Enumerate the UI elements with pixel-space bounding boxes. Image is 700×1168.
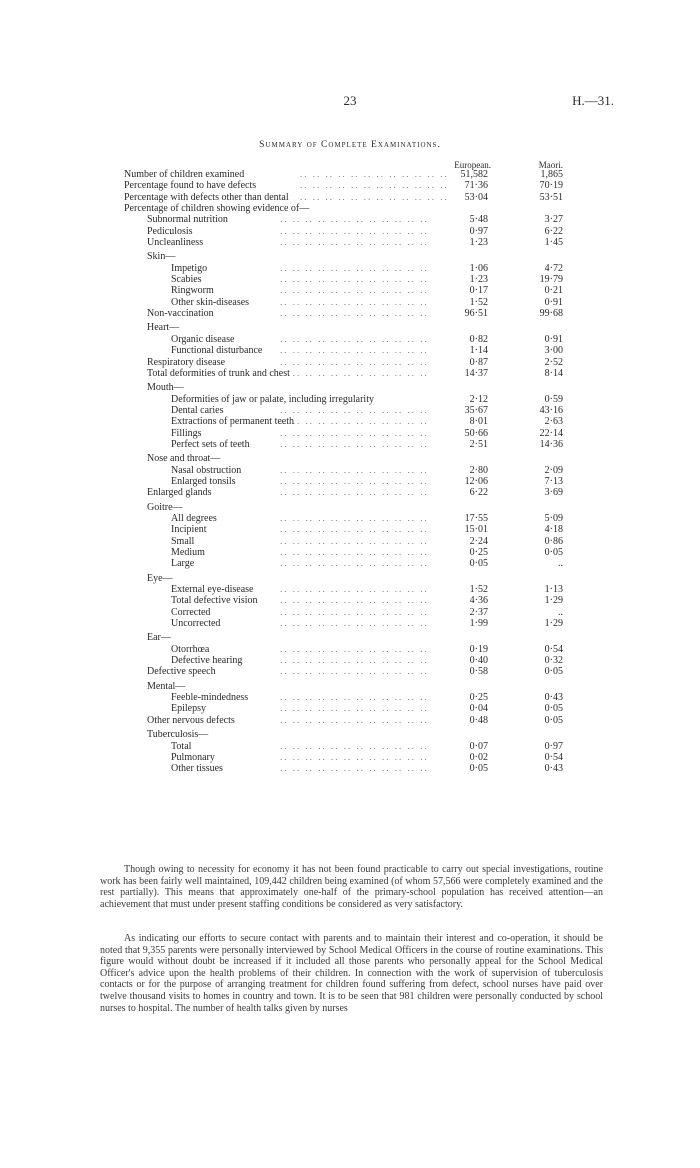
leader-dots: .. .. .. .. .. .. .. .. .. .. .. .. — [280, 356, 429, 367]
table-row — [0, 192, 700, 203]
maori-value: 1·29 — [544, 618, 563, 630]
row-label: Impetigo — [171, 262, 208, 274]
european-value: 0·07 — [469, 740, 488, 752]
row-label: External eye-disease — [171, 584, 254, 596]
leader-dots: .. .. .. .. .. .. .. .. .. .. .. .. — [280, 345, 429, 356]
row-label: Mental— — [147, 680, 186, 692]
table-row — [0, 476, 700, 487]
row-label: Organic disease — [171, 333, 235, 345]
table-row — [0, 618, 700, 629]
maori-value: 99·68 — [539, 308, 563, 320]
row-label: Nasal obstruction — [171, 464, 242, 476]
table-row — [0, 573, 700, 584]
table-row — [0, 681, 700, 692]
maori-value: 3·27 — [544, 214, 563, 226]
leader-dots: .. .. .. .. .. .. .. .. .. .. .. .. — [280, 512, 429, 523]
leader-dots: .. .. .. .. .. .. .. .. .. .. .. .. — [280, 308, 429, 319]
european-value: 50·66 — [464, 427, 488, 439]
table-row — [0, 357, 700, 368]
row-label: Uncleanliness — [147, 237, 204, 249]
leader-dots: .. .. .. .. .. .. .. .. .. .. .. .. — [300, 180, 449, 191]
table-row — [0, 214, 700, 225]
leader-dots: .. .. .. .. .. .. .. .. .. .. .. .. — [280, 595, 429, 606]
european-value: 0·17 — [469, 285, 488, 297]
maori-value: 0·43 — [544, 763, 563, 775]
leader-dots: .. .. .. .. .. .. .. .. .. .. .. .. — [280, 333, 429, 344]
table-row — [0, 558, 700, 569]
table-row — [0, 226, 700, 237]
european-value: 6·22 — [469, 487, 488, 499]
maori-value: 0·97 — [544, 740, 563, 752]
table-row — [0, 584, 700, 595]
leader-dots: .. .. .. .. .. .. .. .. .. .. .. .. — [280, 262, 429, 273]
table-row — [0, 607, 700, 618]
table-row — [0, 524, 700, 535]
table-row — [0, 715, 700, 726]
row-label: Pulmonary — [171, 751, 215, 763]
row-label: Subnormal nutrition — [147, 214, 228, 226]
table-row — [0, 285, 700, 296]
european-value: 12·06 — [464, 475, 488, 487]
european-value: 1·52 — [469, 296, 488, 308]
table-title: Summary of Complete Examinations. — [259, 140, 441, 150]
european-value: 0·82 — [469, 333, 488, 345]
row-label: Large — [171, 558, 195, 570]
row-label: Perfect sets of teeth — [171, 438, 250, 450]
leader-dots: .. .. .. .. .. .. .. .. .. .. .. .. — [280, 475, 429, 486]
leader-dots: .. .. .. .. .. .. .. .. .. .. .. .. — [280, 214, 429, 225]
maori-value: .. — [558, 558, 563, 570]
row-label: Percentage found to have defects — [124, 180, 257, 192]
row-label: Nose and throat— — [147, 453, 221, 465]
european-value: 2·24 — [469, 535, 488, 547]
maori-value: 70·19 — [539, 180, 563, 192]
table-row — [0, 632, 700, 643]
european-value: 1·99 — [469, 618, 488, 630]
european-value: 1·14 — [469, 345, 488, 357]
table-row — [0, 487, 700, 498]
row-label: Total — [171, 740, 192, 752]
row-label: Enlarged tonsils — [171, 475, 236, 487]
table-row — [0, 368, 700, 379]
maori-value: 0·54 — [544, 751, 563, 763]
body-paragraph: As indicating our efforts to secure contact with parents and to maintain their interest and co-operation, it should be noted that 9,355 parents were personally interviewed by School Medical Officers in the course of routine examinations. This figure would without doubt be increased if it included all those parents who personally appeal for the School Medical Officer's advice upon the health problems of their children. In connection with the work of supervision of tuberculosis contacts or for the purpose of arranging treatment for children found suffering from defect, school nurses have paid over twelve thousand visits to homes in country and town. It is to be seen that 981 children were personally conducted by school nurses to hospital. The number of health talks given by nurses — [100, 933, 603, 1014]
table-row — [0, 345, 700, 356]
table-row — [0, 382, 700, 393]
maori-value: 19·79 — [539, 274, 563, 286]
table-row — [0, 251, 700, 262]
table-row — [0, 666, 700, 677]
leader-dots: .. .. .. .. .. .. .. .. .. .. .. .. — [280, 225, 429, 236]
row-label: Ear— — [147, 632, 171, 644]
table-row — [0, 405, 700, 416]
row-label: Small — [171, 535, 195, 547]
maori-value: 7·13 — [544, 475, 563, 487]
maori-value: 0·91 — [544, 333, 563, 345]
row-label: Pediculosis — [147, 225, 193, 237]
maori-value: 4·72 — [544, 262, 563, 274]
maori-value: 2·09 — [544, 464, 563, 476]
leader-dots: .. .. .. .. .. .. .. .. .. .. .. .. — [280, 692, 429, 703]
european-value: 14·37 — [464, 367, 488, 379]
row-label: Otorrhœa — [171, 643, 210, 655]
row-label: Incipient — [171, 524, 207, 536]
maori-value: 43·16 — [539, 404, 563, 416]
leader-dots: .. .. .. .. .. .. .. .. .. .. .. .. — [280, 714, 429, 725]
leader-dots: .. .. .. .. .. .. .. .. .. .. .. .. — [280, 666, 429, 677]
table-row — [0, 297, 700, 308]
table-row — [0, 274, 700, 285]
row-label: Fillings — [171, 427, 202, 439]
leader-dots: .. .. .. .. .. .. .. .. .. .. .. .. — [280, 416, 429, 427]
maori-value: 1·29 — [544, 595, 563, 607]
table-row — [0, 237, 700, 248]
maori-value: 0·05 — [544, 703, 563, 715]
table-row — [0, 729, 700, 740]
european-value: 8·01 — [469, 416, 488, 428]
row-label: Eye— — [147, 572, 173, 584]
european-value: 1·52 — [469, 584, 488, 596]
row-label: Uncorrected — [171, 618, 221, 630]
table-row — [0, 536, 700, 547]
leader-dots: .. .. .. .. .. .. .. .. .. .. .. .. — [280, 367, 429, 378]
row-label: Goitre— — [147, 501, 183, 513]
european-value: 2·37 — [469, 606, 488, 618]
maori-value: 4·18 — [544, 524, 563, 536]
european-value: 2·80 — [469, 464, 488, 476]
european-value: 17·55 — [464, 512, 488, 524]
table-row — [0, 547, 700, 558]
maori-value: 1·45 — [544, 237, 563, 249]
row-label: Respiratory disease — [147, 356, 226, 368]
table-row — [0, 692, 700, 703]
maori-value: 1·13 — [544, 584, 563, 596]
row-label: Defective hearing — [171, 655, 243, 667]
leader-dots: .. .. .. .. .. .. .. .. .. .. .. .. — [280, 740, 429, 751]
maori-value: 0·21 — [544, 285, 563, 297]
row-label: Other tissues — [171, 763, 223, 775]
maori-value: 3·00 — [544, 345, 563, 357]
leader-dots: .. .. .. .. .. .. .. .. .. .. .. .. — [280, 524, 429, 535]
european-value: 0·40 — [469, 655, 488, 667]
european-value: 0·48 — [469, 714, 488, 726]
european-value: 0·05 — [469, 558, 488, 570]
leader-dots: .. .. .. .. .. .. .. .. .. .. .. .. — [280, 643, 429, 654]
maori-value: 2·63 — [544, 416, 563, 428]
maori-value: .. — [558, 606, 563, 618]
table-row — [0, 203, 700, 214]
european-value: 0·87 — [469, 356, 488, 368]
row-label: Total defective vision — [171, 595, 258, 607]
european-value: 15·01 — [464, 524, 488, 536]
table-row — [0, 513, 700, 524]
table-row — [0, 416, 700, 427]
row-label: Defective speech — [147, 666, 216, 678]
european-value: 1·06 — [469, 262, 488, 274]
european-value: 0·25 — [469, 692, 488, 704]
table-row — [0, 180, 700, 191]
maori-value: 0·32 — [544, 655, 563, 667]
row-label: Tuberculosis— — [147, 729, 209, 741]
leader-dots: .. .. .. .. .. .. .. .. .. .. .. .. — [280, 751, 429, 762]
row-label: Ringworm — [171, 285, 214, 297]
row-label: Scabies — [171, 274, 202, 286]
maori-value: 22·14 — [539, 427, 563, 439]
page-number: 23 — [343, 93, 357, 108]
leader-dots: .. .. .. .. .. .. .. .. .. .. .. .. — [280, 237, 429, 248]
table-row — [0, 394, 700, 405]
maori-value: 0·05 — [544, 666, 563, 678]
maori-value: 0·43 — [544, 692, 563, 704]
maori-value: 0·91 — [544, 296, 563, 308]
leader-dots: .. .. .. .. .. .. .. .. .. .. .. .. — [280, 487, 429, 498]
row-label: Extractions of permanent teeth — [171, 416, 295, 428]
leader-dots: .. .. .. .. .. .. .. .. .. .. .. .. — [300, 169, 449, 179]
leader-dots: .. .. .. .. .. .. .. .. .. .. .. .. — [280, 763, 429, 774]
leader-dots: .. .. .. .. .. .. .. .. .. .. .. .. — [280, 438, 429, 449]
european-value: 96·51 — [464, 308, 488, 320]
leader-dots: .. .. .. .. .. .. .. .. .. .. .. .. — [280, 606, 429, 617]
table-row — [0, 703, 700, 714]
leader-dots: .. .. .. .. .. .. .. .. .. .. .. .. — [280, 464, 429, 475]
leader-dots: .. .. .. .. .. .. .. .. .. .. .. .. — [280, 285, 429, 296]
table-row — [0, 763, 700, 774]
european-value: 2·51 — [469, 438, 488, 450]
row-label: Other nervous defects — [147, 714, 235, 726]
european-value: 1·23 — [469, 237, 488, 249]
maori-value: 0·59 — [544, 393, 563, 405]
row-label: Percentage of children showing evidence of— — [124, 203, 310, 215]
leader-dots: .. .. .. .. .. .. .. .. .. .. .. .. — [280, 655, 429, 666]
maori-value: 8·14 — [544, 367, 563, 379]
table-row — [0, 595, 700, 606]
column-header-european: European. — [454, 160, 491, 170]
leader-dots: .. .. .. .. .. .. .. .. .. .. .. .. — [280, 547, 429, 557]
maori-value: 0·86 — [544, 535, 563, 547]
maori-value: 0·05 — [544, 714, 563, 726]
leader-dots: .. .. .. .. .. .. .. .. .. .. .. .. — [280, 404, 429, 415]
table-row — [0, 169, 700, 180]
table-row — [0, 334, 700, 345]
leader-dots: .. .. .. .. .. .. .. .. .. .. .. .. — [280, 703, 429, 714]
table-row — [0, 439, 700, 450]
row-label: All degrees — [171, 512, 217, 524]
row-label: Non-vaccination — [147, 308, 214, 320]
european-value: 0·04 — [469, 703, 488, 715]
table-row — [0, 428, 700, 439]
maori-value: 0·54 — [544, 643, 563, 655]
table-row — [0, 502, 700, 513]
table-row — [0, 322, 700, 333]
leader-dots: .. .. .. .. .. .. .. .. .. .. .. .. — [280, 296, 429, 307]
european-value: 2·12 — [469, 393, 488, 405]
maori-value: 14·36 — [539, 438, 563, 450]
european-value: 35·67 — [464, 404, 488, 416]
european-value: 0·02 — [469, 751, 488, 763]
maori-value: 0·05 — [544, 547, 563, 558]
row-label: Mouth— — [147, 382, 184, 394]
leader-dots: .. .. .. .. .. .. .. .. .. .. .. .. — [280, 535, 429, 546]
european-value: 5·48 — [469, 214, 488, 226]
european-value: 0·19 — [469, 643, 488, 655]
european-value: 0·58 — [469, 666, 488, 678]
row-label: Other skin-diseases — [171, 296, 250, 308]
european-value: 71·36 — [464, 180, 488, 192]
european-value: 1·23 — [469, 274, 488, 286]
row-label: Epilepsy — [171, 703, 206, 715]
maori-value: 2·52 — [544, 356, 563, 368]
european-value: 53·04 — [464, 191, 488, 203]
maori-value: 1,865 — [540, 169, 563, 180]
examination-summary-table — [0, 169, 700, 775]
european-value: 0·97 — [469, 225, 488, 237]
table-row — [0, 263, 700, 274]
body-paragraph: Though owing to necessity for economy it has not been found practicable to carry out special investigations, routine work has been fairly well maintained, 109,442 children being examined (of whom 57,566 were completely examined and the rest partially). This means that approximately one-half of the primary-school population has received attention—an achievement that must under present staffing conditions be considered as very satisfactory. — [100, 864, 603, 910]
row-label: Medium — [171, 547, 205, 558]
document-reference: H.—31. — [572, 93, 614, 108]
row-label: Corrected — [171, 606, 211, 618]
leader-dots: .. .. .. .. .. .. .. .. .. .. .. .. — [280, 558, 429, 569]
european-value: 0·25 — [469, 547, 488, 558]
row-label: Skin— — [147, 251, 176, 263]
leader-dots: .. .. .. .. .. .. .. .. .. .. .. .. — [280, 618, 429, 629]
maori-value: 3·69 — [544, 487, 563, 499]
table-row — [0, 655, 700, 666]
row-label: Total deformities of trunk and chest — [147, 367, 290, 379]
table-row — [0, 644, 700, 655]
leader-dots: .. .. .. .. .. .. .. .. .. .. .. .. — [280, 274, 429, 285]
leader-dots: .. .. .. .. .. .. .. .. .. .. .. .. — [280, 427, 429, 438]
table-row — [0, 752, 700, 763]
table-row — [0, 741, 700, 752]
row-label: Deformities of jaw or palate, including irregularity — [171, 393, 374, 405]
european-value: 51,582 — [460, 169, 488, 180]
row-label: Functional disturbance — [171, 345, 263, 357]
row-label: Feeble-mindedness — [171, 692, 249, 704]
leader-dots: .. .. .. .. .. .. .. .. .. .. .. .. — [300, 191, 449, 202]
table-row — [0, 453, 700, 464]
row-label: Enlarged glands — [147, 487, 212, 499]
row-label: Number of children examined — [124, 169, 245, 180]
maori-value: 53·51 — [539, 191, 563, 203]
leader-dots: .. .. .. .. .. .. .. .. .. .. .. .. — [280, 584, 429, 595]
row-label: Heart— — [147, 322, 180, 334]
row-label: Percentage with defects other than dental — [124, 191, 289, 203]
table-row — [0, 308, 700, 319]
maori-value: 5·09 — [544, 512, 563, 524]
european-value: 0·05 — [469, 763, 488, 775]
column-header-maori: Maori. — [538, 160, 563, 170]
maori-value: 6·22 — [544, 225, 563, 237]
table-row — [0, 465, 700, 476]
european-value: 4·36 — [469, 595, 488, 607]
row-label: Dental caries — [171, 404, 224, 416]
